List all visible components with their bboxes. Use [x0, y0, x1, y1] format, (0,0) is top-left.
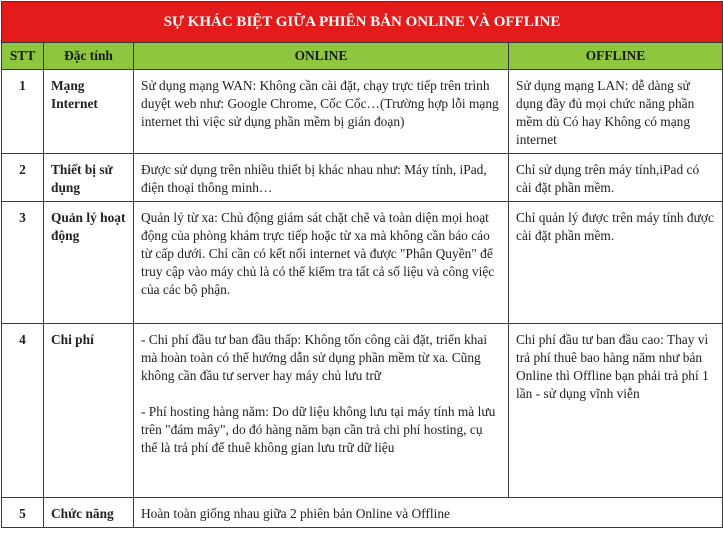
online-cell	[134, 324, 509, 498]
table-title: SỰ KHÁC BIỆT GIỮA PHIÊN BẢN ONLINE VÀ OFFLINE	[2, 2, 723, 43]
row-number: 2	[2, 154, 44, 202]
online-cost-initial: - Chi phí đầu tư ban đầu thấp: Không tốn công cài đặt, triển khai mà hoàn toàn có thể hướng dẫn sử dụng phần mềm từ xa. Cũng không cần đầu tư server hay máy chủ lưu trữ	[141, 332, 488, 383]
table-row	[2, 202, 723, 324]
feature-name: Mạng Internet	[44, 70, 134, 154]
header-online: ONLINE	[134, 43, 509, 70]
row-number: 3	[2, 202, 44, 324]
offline-cell: Sử dụng mạng LAN: dễ dàng sử dụng đầy đủ mọi chức năng phần mềm dù Có hay Không có mạng internet	[509, 70, 723, 154]
comparison-table	[1, 1, 723, 528]
row-number: 4	[2, 324, 44, 498]
table-row	[2, 324, 723, 498]
online-cell: Quản lý từ xa: Chủ động giám sát chặt chẽ và toàn diện mọi hoạt động của phòng khám trực tiếp hoặc từ xa mà không cần báo cáo từ cấp dưới. Chỉ cần có kết nối internet và được "Phân Quyền" để truy cập vào máy chủ là có thể kiểm tra tất cả số liệu và công việc của các bộ phận.	[134, 202, 509, 324]
online-cell: Được sử dụng trên nhiều thiết bị khác nhau như: Máy tính, iPad, điện thoại thông minh…	[134, 154, 509, 202]
feature-name: Thiết bị sử dụng	[44, 154, 134, 202]
offline-cell: Chỉ sử dụng trên máy tính,iPad có cài đặt phần mềm.	[509, 154, 723, 202]
table-row	[2, 70, 723, 154]
row-number: 1	[2, 70, 44, 154]
offline-cell: Chỉ quản lý được trên máy tính được cài đặt phần mềm.	[509, 202, 723, 324]
row-number: 5	[2, 498, 44, 528]
table-row	[2, 154, 723, 202]
header-feature: Đặc tính	[44, 43, 134, 70]
header-stt: STT	[2, 43, 44, 70]
offline-cell: Chi phí đầu tư ban đầu cao: Thay vì trả phí thuê bao hàng năm như bản Online thì Offline bạn phải trả phí 1 lần - sử dụng vĩnh viễn	[509, 324, 723, 498]
header-offline: OFFLINE	[509, 43, 723, 70]
shared-cell: Hoàn toàn giống nhau giữa 2 phiên bản Online và Offline	[134, 498, 723, 528]
table-row	[2, 498, 723, 528]
feature-name: Chi phí	[44, 324, 134, 498]
online-cell: Sử dụng mạng WAN: Không cần cài đặt, chạy trực tiếp trên trình duyệt web như: Google Chrome, Cốc Cốc…(Trường hợp lỗi mạng internet thì việc sử dụng phần mềm bị gián đoạn)	[134, 70, 509, 154]
feature-name: Chức năng	[44, 498, 134, 528]
feature-name: Quản lý hoạt động	[44, 202, 134, 324]
online-cost-hosting: - Phí hosting hàng năm: Do dữ liệu không lưu tại máy tính mà lưu trên "đám mây", do đó hàng năm bạn cần trả chi phí hosting, cụ thể là trả phí để thuê không gian lưu trữ dữ liệu	[141, 404, 496, 455]
